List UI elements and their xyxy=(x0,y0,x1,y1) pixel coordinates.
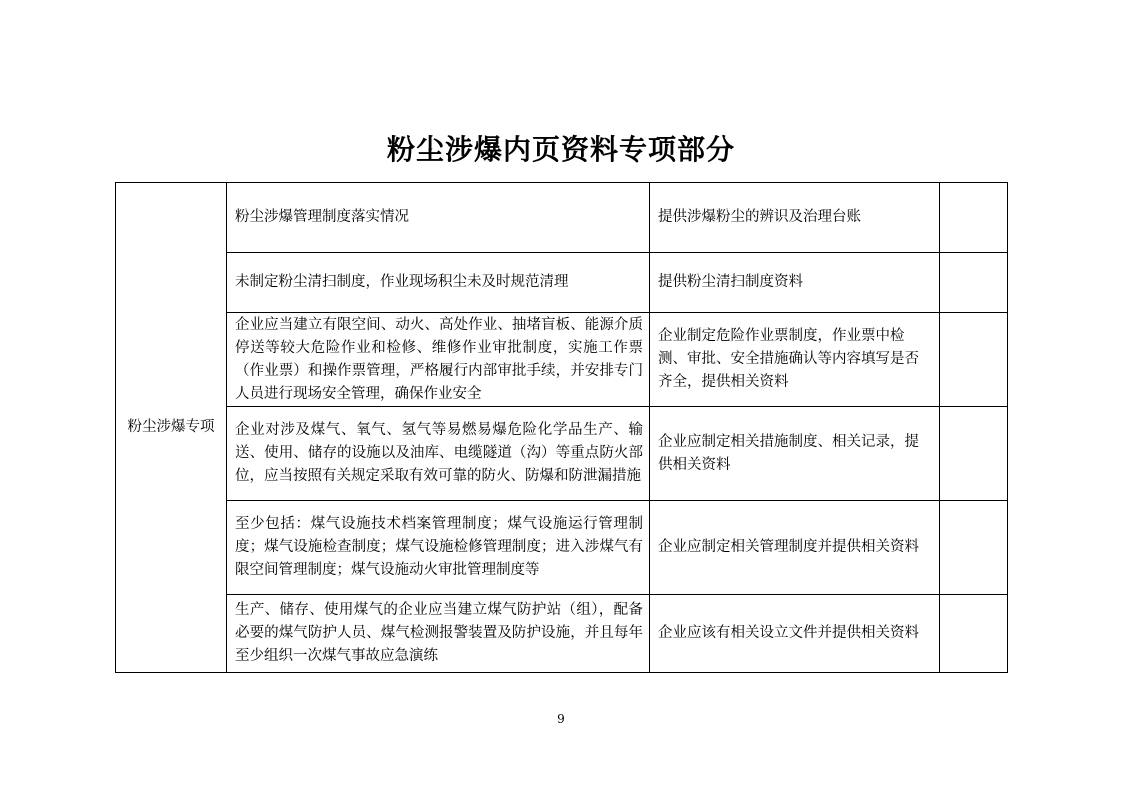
category-cell: 粉尘涉爆专项 xyxy=(116,183,227,673)
requirement-cell: 未制定粉尘清扫制度，作业现场积尘未及时规范清理 xyxy=(227,253,650,313)
table-row xyxy=(116,313,1008,407)
material-cell: 企业应制定相关管理制度并提供相关资料 xyxy=(650,501,940,595)
table-row xyxy=(116,501,1008,595)
page-number: 9 xyxy=(557,712,565,726)
material-cell: 企业应制定相关措施制度、相关记录，提供相关资料 xyxy=(650,407,940,501)
note-cell xyxy=(940,595,1008,673)
requirement-cell: 粉尘涉爆管理制度落实情况 xyxy=(227,183,650,253)
note-cell xyxy=(940,183,1008,253)
material-cell: 提供涉爆粉尘的辨识及治理台账 xyxy=(650,183,940,253)
note-cell xyxy=(940,253,1008,313)
inspection-table xyxy=(115,182,1008,673)
material-cell: 企业制定危险作业票制度，作业票中检测、审批、安全措施确认等内容填写是否齐全，提供相关资料 xyxy=(650,313,940,407)
material-cell: 提供粉尘清扫制度资料 xyxy=(650,253,940,313)
requirement-cell: 生产、储存、使用煤气的企业应当建立煤气防护站（组），配备必要的煤气防护人员、煤气检测报警装置及防护设施，并且每年至少组织一次煤气事故应急演练 xyxy=(227,595,650,673)
material-cell: 企业应该有相关设立文件并提供相关资料 xyxy=(650,595,940,673)
table-row xyxy=(116,595,1008,673)
table-row xyxy=(116,253,1008,313)
requirement-cell: 企业对涉及煤气、氧气、氢气等易燃易爆危险化学品生产、输送、使用、储存的设施以及油库、电缆隧道（沟）等重点防火部位，应当按照有关规定采取有效可靠的防火、防爆和防泄漏措施 xyxy=(227,407,650,501)
note-cell xyxy=(940,313,1008,407)
table-row xyxy=(116,407,1008,501)
table-row xyxy=(116,183,1008,253)
page-title: 粉尘涉爆内页资料专项部分 xyxy=(386,133,735,166)
requirement-cell: 至少包括：煤气设施技术档案管理制度；煤气设施运行管理制度；煤气设施检查制度；煤气设施检修管理制度；进入涉煤气有限空间管理制度；煤气设施动火审批管理制度等 xyxy=(227,501,650,595)
note-cell xyxy=(940,501,1008,595)
note-cell xyxy=(940,407,1008,501)
requirement-cell: 企业应当建立有限空间、动火、高处作业、抽堵盲板、能源介质停送等较大危险作业和检修、维修作业审批制度，实施工作票（作业票）和操作票管理，严格履行内部审批手续，并安排专门人员进行现场安全管理，确保作业安全 xyxy=(227,313,650,407)
